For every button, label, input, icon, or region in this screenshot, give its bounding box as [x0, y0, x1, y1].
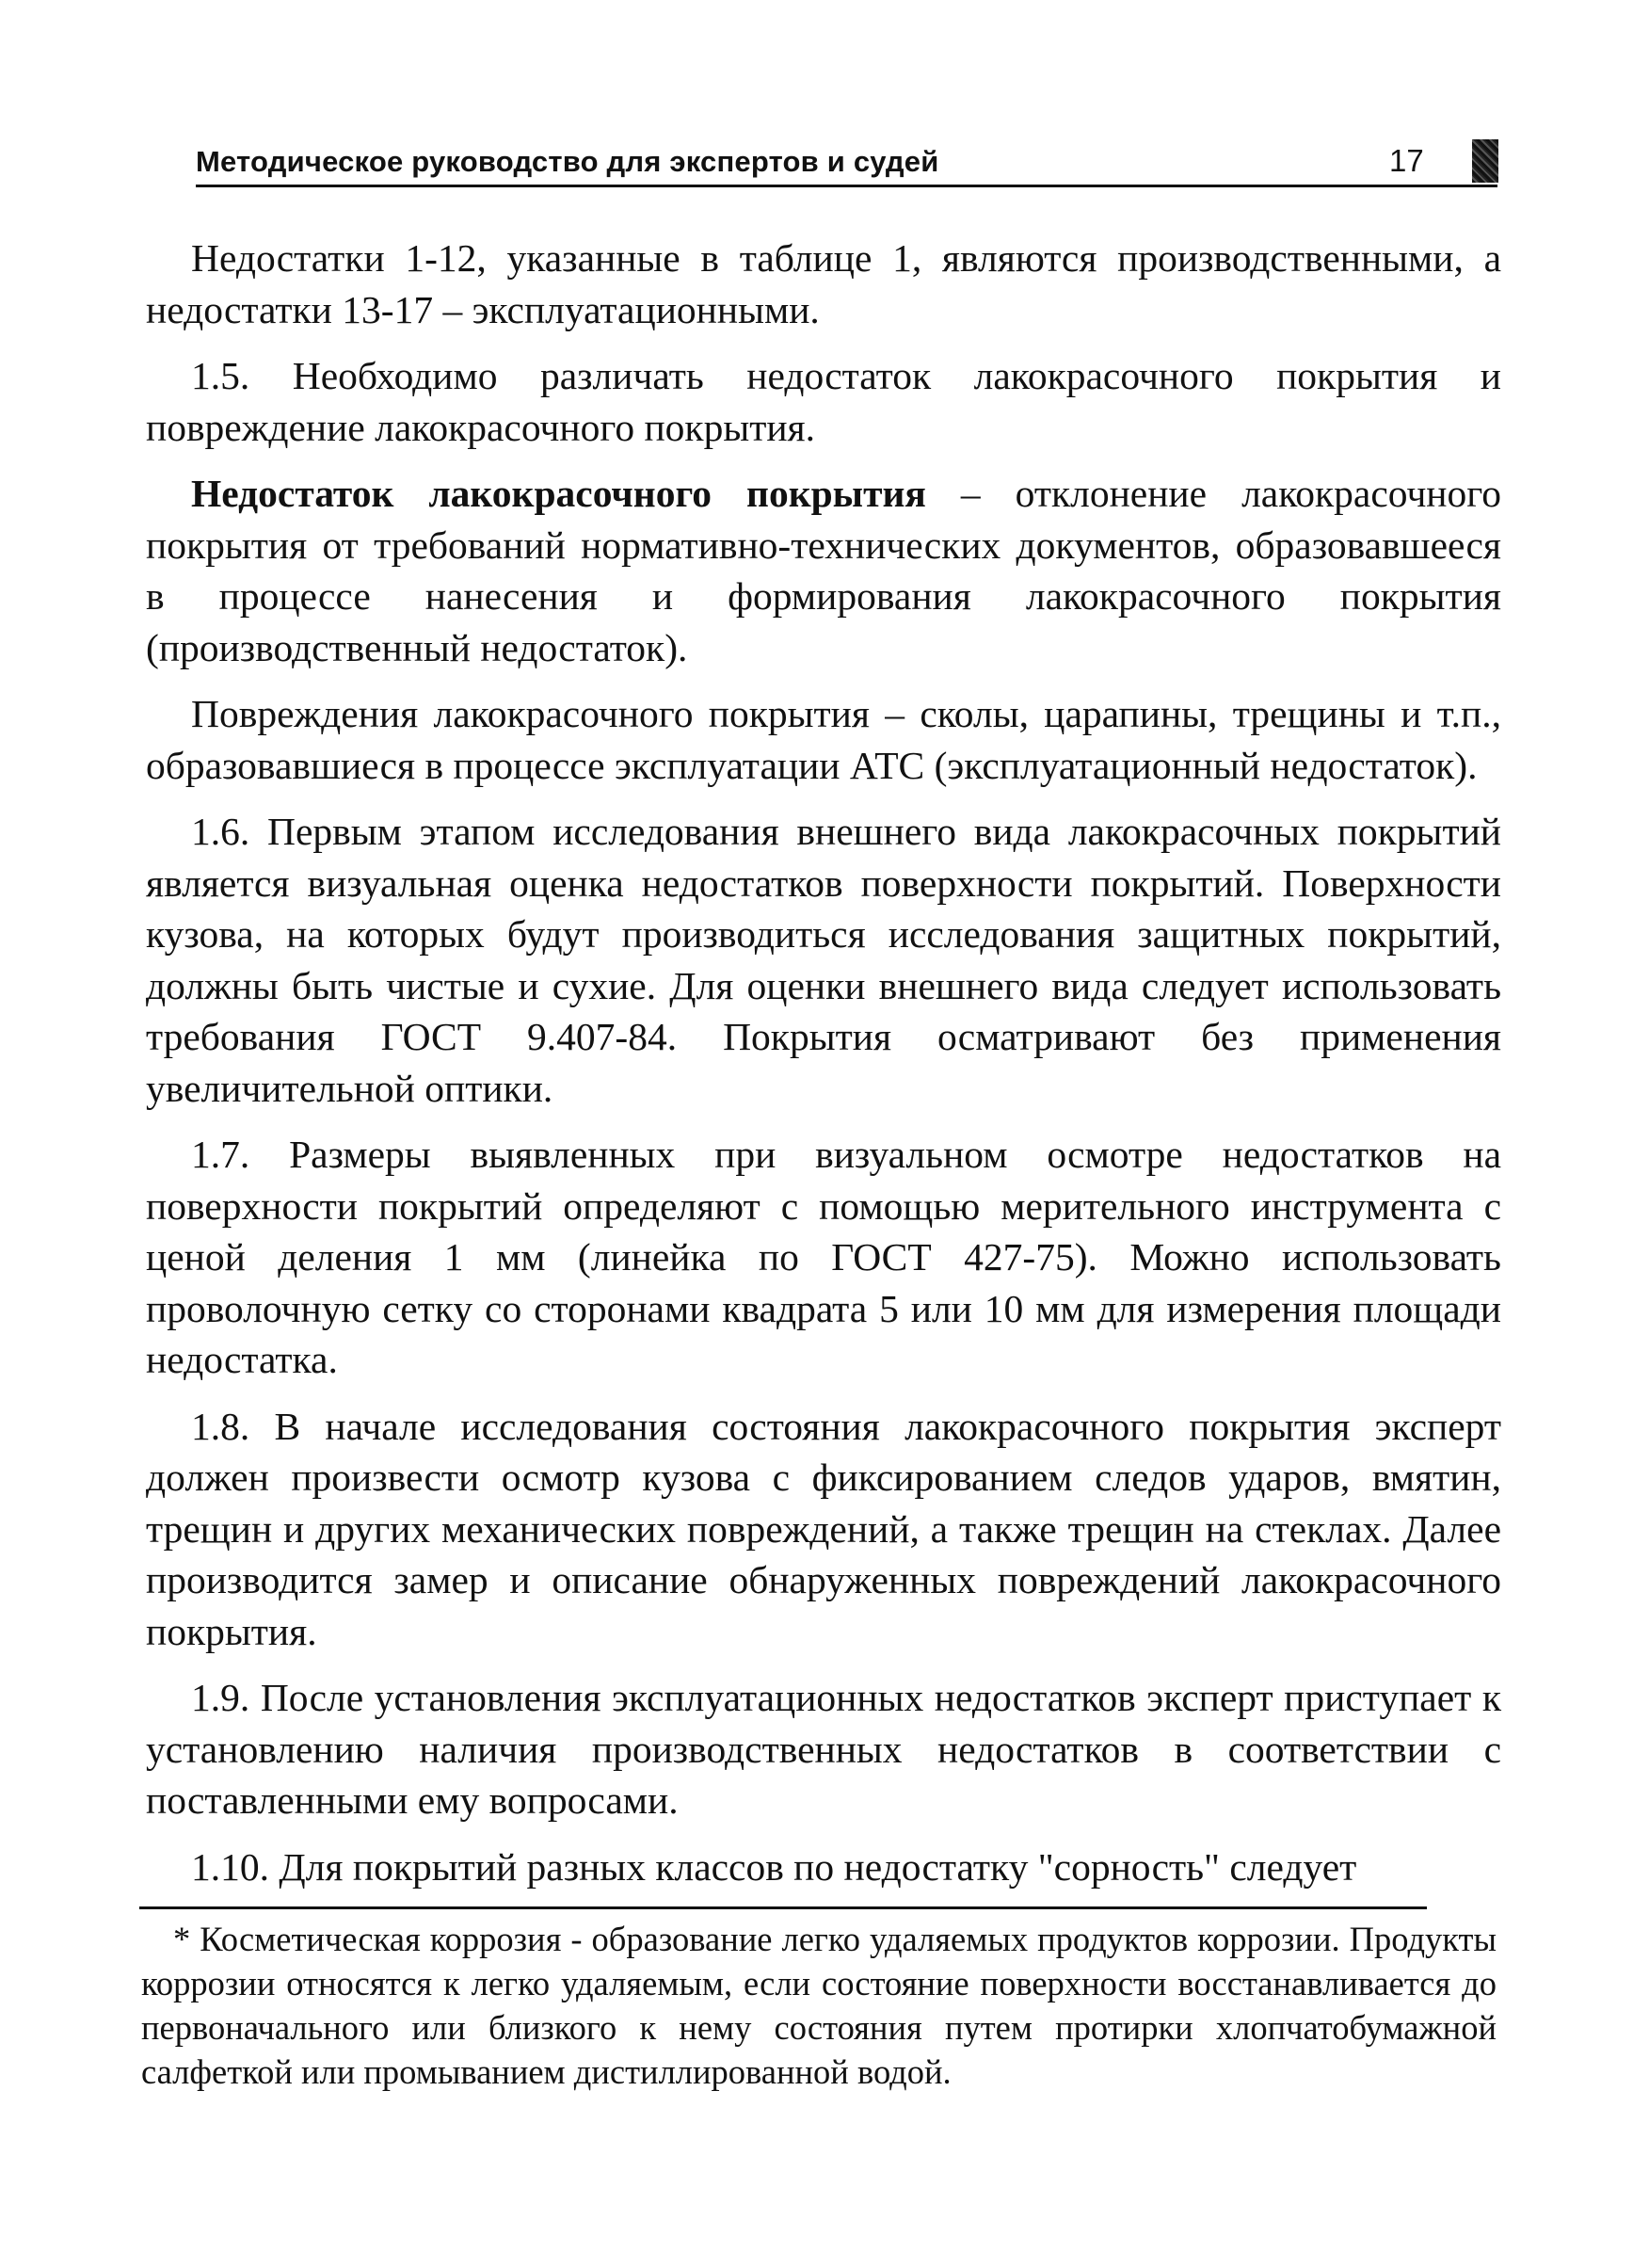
paragraph-defects-classification	[146, 233, 1501, 335]
defined-term: Недостаток лакокрасочного покрытия	[191, 472, 926, 515]
page-corner-mark-icon	[1472, 139, 1498, 183]
paragraph-text: 1.9. После установления эксплуатационных недостатков эксперт приступает к установлению наличия производственных недостатков в соответствии с поставленными ему вопросами.	[146, 1676, 1501, 1822]
paragraph-text: Недостатки 1-12, указанные в таблице 1, являются производственными, а недостатки 13-17 – эксплуатационными.	[146, 236, 1501, 331]
header-rule	[196, 185, 1497, 187]
body-text	[146, 233, 1501, 1907]
paragraph-1-7	[146, 1129, 1501, 1386]
paragraph-damage-definition	[146, 688, 1501, 791]
paragraph-text: – отклонение лакокрасочного покрытия от требований нормативно-технических документов, образовавшееся в процессе нанесения и формирования лакокрасочного покрытия (производственный недостаток).	[146, 472, 1502, 669]
paragraph-1-10	[146, 1842, 1501, 1893]
footnote-rule	[139, 1906, 1427, 1909]
paragraph-1-6	[146, 806, 1501, 1114]
paragraph-1-5	[146, 350, 1501, 453]
paragraph-defect-definition	[146, 468, 1501, 673]
header-title: Методическое руководство для экспертов и судей	[196, 145, 939, 178]
paragraph-1-9	[146, 1672, 1501, 1826]
paragraph-text: 1.7. Размеры выявленных при визуальном осмотре недостатков на поверхности покрытий определяют с помощью мерительного инструмента с ценой деления 1 мм (линейка по ГОСТ 427-75). Можно использовать проволочную сетку со сторонами квадрата 5 или 10 мм для измерения площади недостатка.	[146, 1133, 1501, 1381]
paragraph-text: 1.10. Для покрытий разных классов по недостатку "сорность" следует	[191, 1844, 1357, 1889]
paragraph-text: Повреждения лакокрасочного покрытия – сколы, царапины, трещины и т.п., образовавшиеся в процессе эксплуатации АТС (эксплуатационный недостаток).	[146, 692, 1501, 787]
running-header	[196, 139, 1497, 181]
paragraph-text: 1.5. Необходимо различать недостаток лакокрасочного покрытия и повреждение лакокрасочного покрытия.	[146, 354, 1501, 449]
footnote	[141, 1917, 1497, 2094]
page-number: 17	[1389, 143, 1424, 178]
paragraph-1-8	[146, 1401, 1501, 1658]
paragraph-text: 1.6. Первым этапом исследования внешнего вида лакокрасочных покрытий является визуальная оценка недостатков поверхности покрытий. Поверхности кузова, на которых будут производиться исследования защитных покрытий, должны быть чистые и сухие. Для оценки внешнего вида следует использовать требования ГОСТ 9.407-84. Покрытия осматривают без применения увеличительной оптики.	[146, 810, 1501, 1110]
paragraph-text: 1.8. В начале исследования состояния лакокрасочного покрытия эксперт должен произвести осмотр кузова с фиксированием следов ударов, вмятин, трещин и других механических повреждений, а также трещин на стеклах. Далее производится замер и описание обнаруженных повреждений лакокрасочного покрытия.	[146, 1404, 1501, 1653]
footnote-text: * Косметическая коррозия - образование легко удаляемых продуктов коррозии. Продукты коррозии относятся к легко удаляемым, если состояние поверхности восстанавливается до первоначального или близкого к нему состояния путем протирки хлопчатобумажной салфеткой или промыванием дистиллированной водой.	[141, 1920, 1497, 2091]
